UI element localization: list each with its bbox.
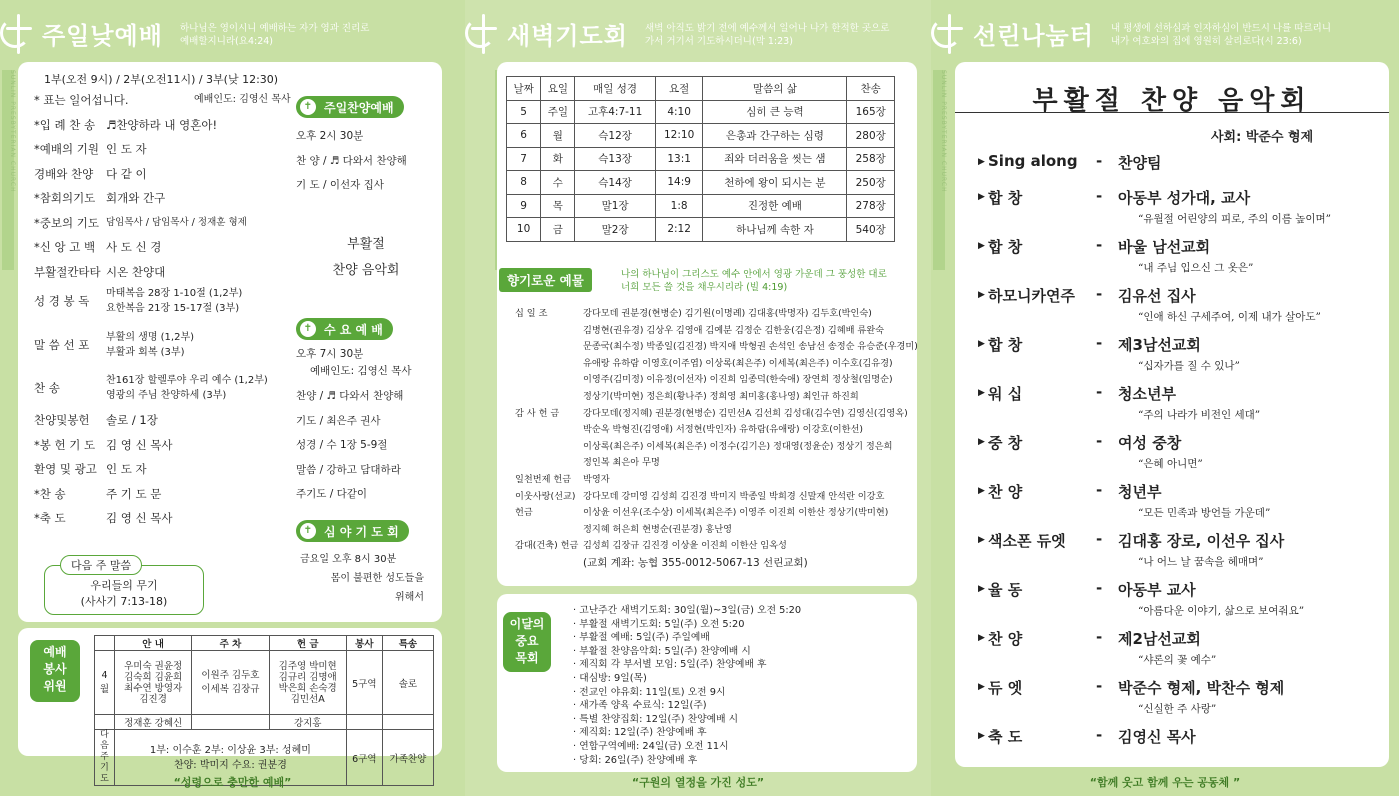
order-row: 환영 및 광고 인 도 자 [34, 462, 147, 476]
arrow-icon: ▶ [978, 388, 985, 398]
host-label: 사회: 박준수 형제 [1211, 130, 1314, 145]
program-type: 합 창 [988, 336, 1023, 354]
offering-row [505, 472, 915, 489]
order-row: *중보의 기도 담임목사 / 담임목사 / 정재훈 형제 [34, 215, 247, 230]
program-dash: - [1096, 334, 1103, 352]
arrow-icon: ▶ [978, 157, 985, 167]
section-title: 주일낮예배 [42, 22, 163, 50]
arrow-icon: ▶ [978, 290, 985, 300]
cross-logo-icon [469, 14, 507, 54]
event-item: · 부활절 찬양음악회: 5일(주) 찬양예배 시 [573, 645, 751, 657]
praise-badge: ✝ 주일찬양예배 [296, 96, 404, 118]
order-row: *봉 헌 기 도 김 영 신 목사 [34, 437, 173, 452]
program-performer: 찬양팀 [1118, 154, 1162, 172]
program-song: “신실한 주 사랑” [1138, 703, 1217, 715]
program-dash: - [1096, 152, 1103, 170]
event-item: · 전교인 야유회: 11일(토) 오전 9시 [573, 686, 726, 698]
offering-names [583, 406, 908, 472]
order-row: *신 앙 고 백 사 도 신 경 [34, 240, 162, 254]
program-performer: 제3남선교회 [1118, 336, 1201, 354]
order-row: 부활절칸타타 시온 찬양대 [34, 264, 166, 279]
offering-line: 문종국(최수정) 박종일(김진경) 박지애 박형권 손석인 송남선 송정순 유승준(우경미) [583, 341, 918, 353]
offering-names [583, 306, 918, 406]
program-item [978, 234, 1358, 283]
event-item: · 당회: 26일(주) 찬양예배 후 [573, 754, 698, 766]
program-type: 듀 엣 [988, 679, 1023, 697]
offering-line: 김성희 김장규 김진경 이상윤 이진희 이한산 임옥성 [583, 540, 787, 552]
program-item [978, 185, 1358, 234]
table-row: 6 월 슥12장 12:10 은총과 간구하는 심령 280장 [507, 124, 895, 148]
program-type: 하모니카연주 [988, 287, 1075, 305]
table-row: 8 수 슥14장 14:9 천하에 왕이 되시는 분 250장 [507, 171, 895, 195]
program-performer: 여성 중창 [1118, 434, 1182, 452]
program-song: “모든 민족과 방언들 가운데” [1138, 507, 1271, 519]
cross-icon: ✝ [300, 321, 316, 337]
program-song: “내 주님 입으신 그 옷은” [1138, 262, 1254, 274]
program-type: 워 십 [988, 385, 1023, 403]
event-item: · 새가족 양육 수료식: 12일(주) [573, 700, 707, 712]
footer-motto: “구원의 열정을 가진 성도” [631, 776, 765, 789]
arrow-icon: ▶ [978, 486, 985, 496]
events-label: 이달의 중요 목회 [503, 612, 551, 672]
cross-icon: ✝ [300, 523, 316, 539]
hymn-row: 찬 송 찬161장 할렐루야 우리 예수 (1,2부) 영광의 주님 찬양하세 (3부) [34, 375, 268, 401]
footer-motto: “성령으로 충만한 예배” [173, 776, 292, 789]
order-list [34, 88, 291, 284]
table-row: 4월 우미숙 권윤정 김숙희 김윤희 최수연 방영자 김진경 이원주 김두호 이세복 김장규 김주영 박미현 김규리 김명애 박은희 손숙경 김민선A 5구역 솔로 [95, 651, 434, 715]
section-title: 새벽기도회 [507, 22, 628, 50]
offering-names [583, 489, 888, 539]
order-row: *예배의 기원 인 도 자 [34, 142, 147, 156]
offering-line: 이영주(김미정) 이유정(이선자) 이진희 임종덕(한숙애) 장연희 정상철(임명순) [583, 374, 893, 386]
order-row: *참회의기도 회개와 간구 [34, 191, 166, 205]
program-song: “인애 하신 구세주여, 이제 내가 살아도” [1138, 311, 1321, 323]
order-row: *찬 송 주 기 도 문 [34, 486, 162, 501]
program-performer: 박준수 형제, 박찬수 형제 [1118, 679, 1285, 697]
table-row: 9 목 말1장 1:8 진정한 예배 278장 [507, 194, 895, 218]
program-song: “주의 나라가 비전인 세대” [1138, 409, 1261, 421]
concert-heading: 부활절 찬양 음악회 [1032, 86, 1312, 116]
cross-icon: ✝ [300, 99, 316, 115]
order-row: 찬양및봉헌 솔로 / 1장 [34, 413, 158, 427]
offering-row [505, 489, 915, 539]
event-item: · 연합구역예배: 24일(금) 오전 11시 [573, 740, 729, 752]
program-dash: - [1096, 383, 1103, 401]
event-item: · 제직회: 12일(주) 찬양예배 후 [573, 727, 707, 739]
order-row: 경배와 찬양 다 같 이 [34, 166, 147, 181]
offering-line: 강다모데 강미영 김성희 김진경 박미지 박종일 박희경 신말재 안석란 이강호 [583, 490, 885, 502]
event-item: · 부활절 예배: 5일(주) 주일예배 [573, 632, 710, 644]
arrow-icon: ▶ [978, 584, 985, 594]
offering-type: 십 일 조 [515, 308, 548, 319]
table-row: 7 화 슥13장 13:1 죄와 더러움을 씻는 샘 258장 [507, 147, 895, 171]
program-item [978, 283, 1358, 332]
offering-line: 정상기(박미현) 정은희(황나주) 정희영 최미홍(홍나영) 최인규 하진희 [583, 390, 859, 402]
offering-line: 유애랑 유하람 이영호(이주엽) 이상록(최은주) 이세복(최은주) 이수호(김유경) [583, 357, 893, 369]
header-sunday [0, 10, 465, 60]
events-list [573, 604, 913, 767]
footer-motto: “함께 웃고 함께 우는 공동체 ” [1089, 776, 1241, 789]
program-type: 율 동 [988, 581, 1023, 599]
concert-program [978, 150, 1358, 759]
section-title: 선린나눔터 [973, 22, 1094, 50]
event-item: · 부활절 새벽기도회: 5일(주) 오전 5:20 [573, 618, 745, 630]
program-item [978, 675, 1358, 724]
offering-line: 박영자 [583, 473, 610, 485]
night-prayer-details: 금요일 오후 8시 30분 몸이 불편한 성도들을 위해서 [300, 554, 424, 603]
offering-type: 일천번제 헌금 [515, 473, 572, 485]
sermon-row: 말 씀 선 포 부활의 생명 (1,2부) 부활과 회복 (3부) [34, 332, 195, 358]
program-performer: 아동부 교사 [1118, 581, 1196, 599]
service-times: 1부(오전 9시) / 2부(오전11시) / 3부(낮 12:30) [44, 73, 279, 86]
event-item: · 특별 찬양집회: 12일(주) 찬양예배 시 [573, 713, 739, 725]
program-type: 찬 양 [988, 630, 1023, 648]
night-prayer-badge: ✝ 심 야 기 도 회 [296, 520, 409, 542]
program-dash: - [1096, 187, 1103, 205]
arrow-icon: ▶ [978, 437, 985, 447]
side-church-name: SUNLIN PRESBYTERIAN CHURCH [9, 70, 16, 193]
bank-account: (교회 계좌: 농협 355-0012-5067-13 선린교회) [583, 556, 808, 569]
next-week-text: 우리들의 무기 (사사기 7:13-18) [80, 579, 168, 608]
program-dash: - [1096, 677, 1103, 695]
program-item [978, 150, 1358, 185]
offering-badge: 향기로운 예물 [499, 268, 592, 292]
program-performer: 김유선 집사 [1118, 287, 1196, 305]
table-row: 5 주일 고후4:7-11 4:10 심히 큰 능력 165장 [507, 100, 895, 124]
side-church-name: SUNLIN PRESBYTERIAN CHURCH [940, 70, 947, 193]
offering-line: 정인복 최은아 무명 [583, 457, 660, 469]
offering-row [505, 538, 915, 555]
arrow-icon: ▶ [978, 535, 985, 545]
offering-names [583, 472, 610, 489]
program-performer: 청소년부 [1118, 385, 1176, 403]
program-dash: - [1096, 726, 1103, 744]
event-item: · 대심방: 9일(목) [573, 672, 647, 684]
dawn-schedule-table [506, 76, 895, 242]
program-performer: 김대홍 장로, 이선우 집사 [1118, 532, 1285, 550]
program-performer: 제2남선교회 [1118, 630, 1201, 648]
table-row: 다음주 기 도 1부: 이수훈 2부: 이상윤 3부: 성혜미 찬양: 박미지 수요: 권분경 6구역 가족찬양 [95, 730, 434, 786]
offering-line: 박순옥 박형진(김영애) 서정현(박인자) 유하람(유애랑) 이강호(이한선) [583, 424, 863, 436]
program-dash: - [1096, 285, 1103, 303]
order-row: * 표는 일어섭니다. 예배인도: 김영신 목사 [34, 93, 291, 107]
offering-line: 강다모데(정지혜) 권분경(현병순) 김민선A 김선희 김성대(김수연) 김영신(김영옥) [583, 407, 908, 419]
program-type: Sing along [988, 152, 1078, 170]
program-song: “은혜 아니면” [1138, 458, 1203, 470]
event-item: · 고난주간 새벽기도회: 30일(월)~3일(금) 오전 5:20 [573, 605, 802, 616]
program-type: 찬 양 [988, 483, 1023, 501]
table-row: 안 내 주 차 헌 금 봉사 특송 [95, 636, 434, 651]
program-item [978, 577, 1358, 626]
wednesday-badge: ✝ 수 요 예 배 [296, 318, 393, 340]
program-dash: - [1096, 236, 1103, 254]
program-performer: 청년부 [1118, 483, 1162, 501]
reading-row: 성 경 봉 독 마태복음 28장 1-10절 (1,2부) 요한복음 21장 15-17절 (3부) [34, 288, 243, 314]
offering-line: 이상록(최은주) 이세복(최은주) 이정수(김기은) 정대영(정윤순) 정상기 정은희 [583, 440, 893, 452]
program-item [978, 528, 1358, 577]
table-row: 정재훈 강혜신 강지홍 [95, 715, 434, 730]
arrow-icon: ▶ [978, 731, 985, 741]
program-performer: 아동부 성가대, 교사 [1118, 189, 1251, 207]
arrow-icon: ▶ [978, 633, 985, 643]
event-item: · 제직회 각 부서별 모임: 5일(주) 찬양예배 후 [573, 659, 767, 671]
header-verse: 내 평생에 선하심과 인자하심이 반드시 나를 따르리니 내가 여호와의 집에 영원히 살리로다(시 23:6) [1111, 23, 1332, 47]
program-song: “아름다운 이야기, 삶으로 보여줘요” [1138, 605, 1305, 617]
wednesday-details: 오후 7시 30분 예배인도: 김영신 목사 [296, 348, 412, 377]
service-label: 예배 봉사 위원 [30, 640, 80, 702]
offering-line: 김병현(권유경) 김상우 김영애 김예분 김정순 김한웅(김은정) 김혜배 류완숙 [583, 324, 885, 336]
column-sunday-worship [0, 0, 465, 796]
order-row: *입 례 찬 송 ♬찬양하라 내 영혼아! [34, 117, 218, 132]
header-verse: 하나님은 영이시니 예배하는 자가 영과 진리로 예배할지니라(요4:24) [180, 23, 370, 47]
program-dash: - [1096, 530, 1103, 548]
offering-verse: 나의 하나님이 그리스도 예수 안에서 영광 가운데 그 풍성한 대로 너희 모든 쓸 것을 채우시리라 (빌 4:19) [621, 269, 887, 293]
offering-type: 이웃사랑(선교) 헌금 [515, 490, 576, 519]
offering-line: 이상윤 이선우(조수상) 이세복(최은주) 이영주 이진희 이한산 정상기(박미현) [583, 507, 889, 519]
order-list-2 [34, 408, 173, 531]
wednesday-list: 찬양 / ♬ 다와서 찬양해 기도 / 최은주 권사 성경 / 수 1장 5-9절 말씀 / 강하고 담대하라 주기도 / 다같이 [296, 390, 404, 500]
arrow-icon: ▶ [978, 339, 985, 349]
table-row: 날짜 요일 매일 성경 요절 말씀의 삶 찬송 [507, 77, 895, 101]
program-song: “유월절 어린양의 피로, 주의 이름 높이며” [1138, 213, 1332, 225]
offering-line: 정지혜 허은희 현병순(권분경) 홍난영 [583, 523, 733, 535]
heading-divider [955, 112, 1389, 113]
program-dash: - [1096, 579, 1103, 597]
offering-names [583, 538, 787, 555]
program-type: 축 도 [988, 728, 1023, 746]
program-type: 합 창 [988, 238, 1023, 256]
program-type: 중 창 [988, 434, 1023, 452]
program-type: 합 창 [988, 189, 1023, 207]
praise-event: 부활절 찬양 음악회 [332, 237, 400, 278]
cross-logo-icon [4, 14, 42, 54]
program-performer: 김영신 목사 [1118, 728, 1196, 746]
program-item [978, 332, 1358, 381]
program-song: “나 어느 날 꿈속을 헤매며” [1138, 556, 1264, 568]
program-dash: - [1096, 432, 1103, 450]
offering-line: 강다모데 권분경(현병순) 김기원(이명례) 김대홍(박명자) 김두호(박인숙) [583, 308, 872, 319]
program-performer: 바울 남선교회 [1118, 238, 1211, 256]
program-item [978, 724, 1358, 759]
offering-row [505, 306, 918, 406]
offering-row [505, 406, 915, 472]
arrow-icon: ▶ [978, 682, 985, 692]
program-item [978, 626, 1358, 675]
header-dawn [465, 10, 931, 60]
program-item [978, 430, 1358, 479]
next-week-label: 다음 주 말씀 [60, 555, 142, 575]
program-item [978, 381, 1358, 430]
offering-type: 감대(건축) 헌금 [515, 540, 579, 552]
cross-logo-icon [935, 14, 973, 54]
arrow-icon: ▶ [978, 192, 985, 202]
header-verse: 새벽 아직도 밝기 전에 예수께서 일어나 나가 한적한 곳으로 가서 거기서 기도하시더니(막 1:23) [645, 23, 890, 47]
program-dash: - [1096, 481, 1103, 499]
service-table [94, 635, 434, 786]
program-song: “십자가를 질 수 있나” [1138, 360, 1240, 372]
program-type: 색소폰 듀엣 [988, 532, 1066, 550]
arrow-icon: ▶ [978, 241, 985, 251]
program-dash: - [1096, 628, 1103, 646]
header-sharing [931, 10, 1399, 60]
program-item [978, 479, 1358, 528]
praise-details: 오후 2시 30분 찬 양 / ♬ 다와서 찬양해 기 도 / 이선자 집사 [296, 130, 407, 191]
program-song: “샤론의 꽃 예수” [1138, 654, 1217, 666]
column-dawn-prayer [465, 0, 931, 796]
table-row: 10 금 말2장 2:12 하나님께 속한 자 540장 [507, 218, 895, 242]
offering-type: 감 사 헌 금 [515, 407, 560, 419]
offering-list [505, 306, 918, 572]
order-row: *축 도 김 영 신 목사 [34, 511, 173, 525]
